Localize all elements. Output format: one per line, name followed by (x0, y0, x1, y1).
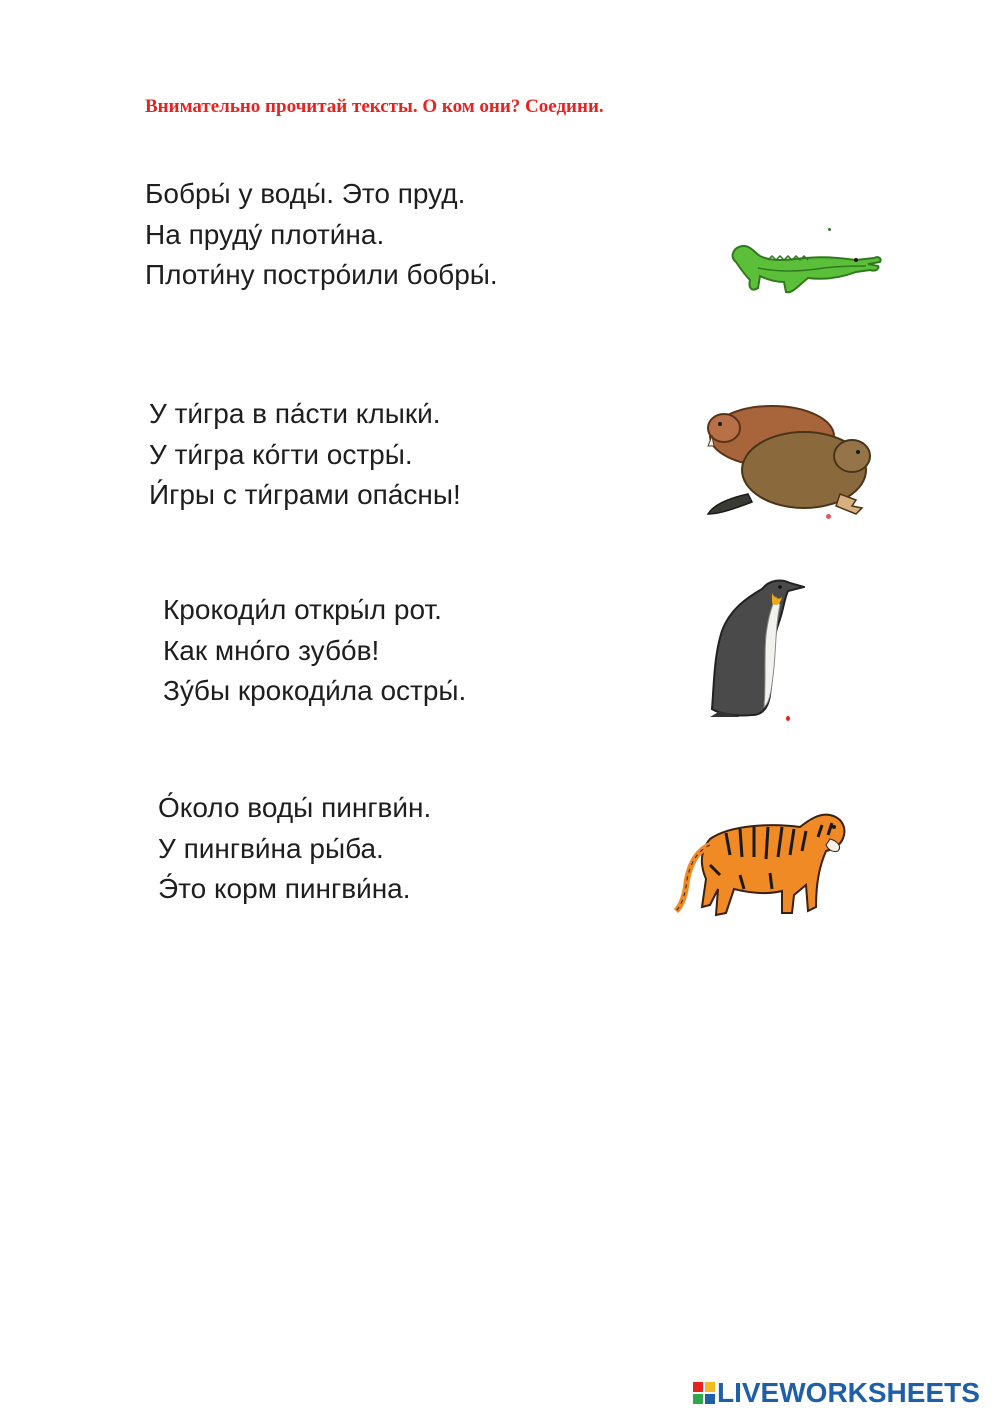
text-line: Плоти́ну постро́или бобры́. (145, 259, 498, 290)
text-line: У ти́гра ко́гти остры́. (149, 438, 413, 470)
text-line: У пингви́на ры́ба. (158, 832, 384, 864)
text-block-penguin (158, 788, 431, 910)
text-line: Крокоди́л откры́л рот. (163, 594, 442, 625)
text-line: И́гры с ти́грами опа́сны! (149, 479, 461, 510)
text-line: На пруду́ плоти́на. (145, 218, 385, 250)
stray-dot (786, 716, 790, 721)
liveworksheets-logo[interactable] (693, 1378, 980, 1408)
text-line: Зу́бы крокоди́ла остры́. (163, 675, 467, 706)
text-line: Как мно́го зубо́в! (163, 634, 380, 666)
logo-text: LIVEWORKSHEETS (717, 1377, 980, 1408)
text-line: О́коло воды́ пингви́н. (158, 792, 432, 823)
text-line: У ти́гра в па́сти клыки́. (149, 398, 441, 429)
crocodile-icon[interactable] (728, 222, 888, 302)
text-block-beavers (145, 174, 498, 296)
penguin-icon[interactable] (700, 575, 805, 725)
stray-dot (826, 514, 831, 519)
logo-mark-icon (693, 1382, 715, 1404)
text-block-crocodile (163, 590, 466, 712)
text-block-tiger (149, 394, 461, 516)
tiger-icon[interactable] (670, 795, 855, 925)
instruction-heading: Внимательно прочитай тексты. О ком они? Соедини. (145, 96, 604, 117)
beaver-icon[interactable] (700, 398, 880, 523)
text-line: Бобры́ у воды́. Это пруд. (145, 178, 466, 209)
text-line: Э́то корм пингви́на. (158, 873, 411, 904)
stray-dot (828, 228, 831, 231)
